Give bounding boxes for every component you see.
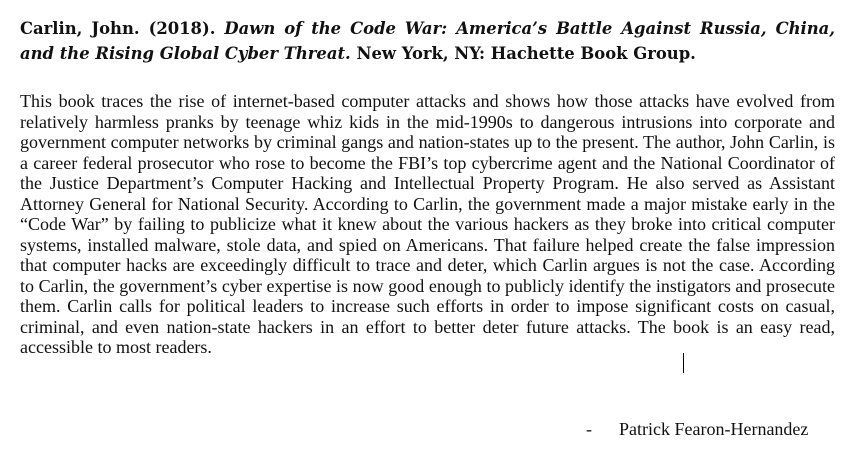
signature xyxy=(586,418,836,440)
signature-name: Patrick Fearon-Hernandez xyxy=(619,419,809,439)
document-page xyxy=(20,16,835,358)
text-cursor xyxy=(683,353,684,373)
citation-book-title: Dawn of the Code War: America’s Battle Against Russia, China, and the Rising Global Cyber Threat. xyxy=(20,19,835,63)
citation-publisher: New York, NY: Hachette Book Group. xyxy=(350,44,696,63)
review-paragraph: This book traces the rise of internet-based computer attacks and shows how those attacks have evolved from relatively harmless pranks by teenage whiz kids in the mid-1990s to dangerous intrusions into corporate and government computer networks by criminal gangs and nation-states up to the present. The author, John Carlin, is a career federal prosecutor who rose to become the FBI’s top cybercrime agent and the National Coordinator of the Justice Department’s Computer Hacking and Intellectual Property Program. He also served as Assistant Attorney General for National Security. According to Carlin, the government made a major mistake early in the “Code War” by failing to publicize what it knew about the various hackers as they broke into critical computer systems, installed malware, stole data, and spied on Americans. That failure helped create the false impression that computer hacks are exceedingly difficult to trace and deter, which Carlin argues is not the case. According to Carlin, the government’s cyber expertise is now good enough to publicly identify the instigators and prosecute them. Carlin calls for political leaders to increase such efforts in order to impose significant costs on casual, criminal, and even nation-state hackers in an effort to better deter future attacks. The book is an easy read, accessible to most readers. xyxy=(20,91,835,357)
signature-dash: - xyxy=(586,419,592,439)
citation xyxy=(20,16,835,66)
citation-author-year: Carlin, John. (2018). xyxy=(20,19,225,38)
